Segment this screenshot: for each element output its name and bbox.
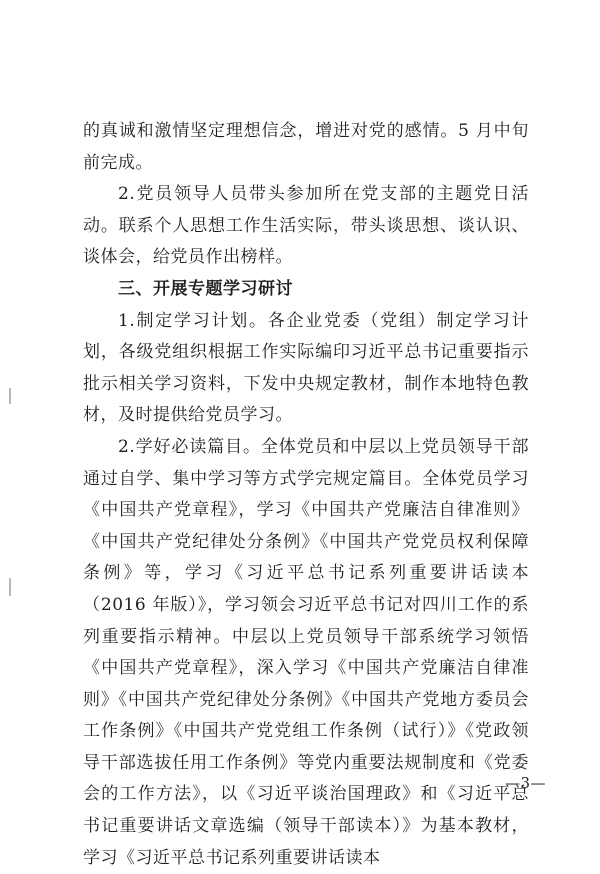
- document-body: [83, 116, 529, 874]
- scan-mark: [9, 578, 11, 596]
- scan-mark: [9, 388, 11, 404]
- paragraph-continuation: 的真诚和激情坚定理想信念，增进对党的感情。5 月中旬前完成。: [83, 121, 529, 173]
- section-heading: 三、开展专题学习研讨: [118, 278, 293, 299]
- paragraph-study-plan: 1.制定学习计划。各企业党委（党组）制定学习计划，各级党组织根据工作实际编印习近平总书记重要指示批示相关学习资料，下发中央规定教材，制作本地特色教材，及时提供给党员学习。: [83, 310, 529, 426]
- paragraph-theme-party-day: 2.党员领导人员带头参加所在党支部的主题党日活动。联系个人思想工作生活实际，带头谈思想、谈认识、谈体会，给党员作出榜样。: [83, 184, 529, 268]
- paragraph-required-reading: 2.学好必读篇目。全体党员和中层以上党员领导干部通过自学、集中学习等方式学完规定篇目。全体党员学习《中国共产党章程》，学习《中国共产党廉洁自律准则》《中国共产党纪律处分条例》《中国共产党党员权利保障条例》等，学习《习近平总书记系列重要讲话读本（2016 年版）》，学习领会习近平总书记对四川工作的系列重要指示精神。中层以上党员领导干部系统学习领悟《中国共产党章程》，深入学习《中国共产党廉洁自律准则》《中国共产党纪律处分条例》《中国共产党地方委员会工作条例》《中国共产党党组工作条例（试行）》《党政领导干部选拔任用工作条例》等党内重要法规制度和《党委会的工作方法》，以《习近平谈治国理政》和《习近平总书记重要讲话文章选编（领导干部读本）》为基本教材，学习《习近平总书记系列重要讲话读本: [83, 436, 529, 868]
- page-number: —3—: [505, 774, 547, 792]
